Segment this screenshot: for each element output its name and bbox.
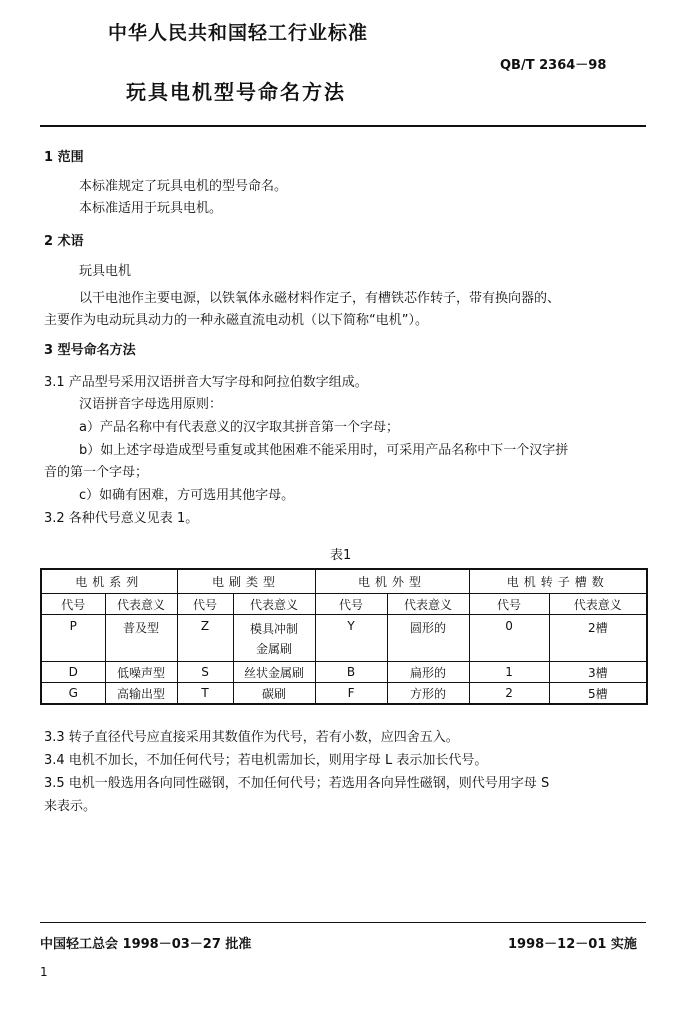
- table-cell: 圆形的: [387, 615, 469, 662]
- header-rule: [40, 125, 646, 127]
- table-cell: P: [41, 615, 105, 662]
- table-cell: 3槽: [549, 662, 647, 683]
- clause-item-c: c）如确有困难，方可选用其他字母。: [79, 488, 295, 503]
- column-header: 代表意义: [387, 594, 469, 615]
- page-number: 1: [40, 965, 48, 979]
- term-name: 玩具电机: [79, 264, 132, 279]
- clause-3-1-principle: 汉语拼音字母选用原则：: [79, 397, 223, 412]
- code-meaning-table: [40, 568, 648, 705]
- clause-3-1: 3.1 产品型号采用汉语拼音大写字母和阿拉伯数字组成。: [44, 375, 368, 390]
- implementation-date: 1998－12－01 实施: [508, 937, 637, 952]
- term-definition-line-1: 以干电池作主要电源，以铁氧体永磁材料作定子，有槽铁芯作转子，带有换向器的、: [79, 291, 561, 306]
- group-header-slots: 电机转子槽数: [469, 569, 647, 594]
- table-cell: 模具冲制 金属刷: [233, 615, 315, 662]
- clause-3-5-line-2: 来表示。: [44, 799, 97, 814]
- table-cell: 2槽: [549, 615, 647, 662]
- table-cell: 丝状金属刷: [233, 662, 315, 683]
- table-cell: G: [41, 683, 105, 705]
- column-header: 代表意义: [549, 594, 647, 615]
- table-cell: 低噪声型: [105, 662, 177, 683]
- section-3-heading: 3 型号命名方法: [44, 343, 136, 358]
- section-2-heading: 2 术语: [44, 234, 84, 249]
- clause-item-b-line-2: 音的第一个字母；: [44, 465, 149, 480]
- group-header-series: 电机系列: [41, 569, 177, 594]
- standard-code: QB/T 2364－98: [500, 58, 607, 73]
- table-cell: T: [177, 683, 233, 705]
- column-header: 代号: [41, 594, 105, 615]
- section-1-para-1: 本标准规定了玩具电机的型号命名。: [79, 179, 288, 194]
- clause-3-2: 3.2 各种代号意义见表 1。: [44, 511, 199, 526]
- clause-item-a: a）产品名称中有代表意义的汉字取其拼音第一个字母；: [79, 420, 399, 435]
- section-1-para-2: 本标准适用于玩具电机。: [79, 201, 223, 216]
- table-cell: F: [315, 683, 387, 705]
- clause-3-5-line-1: 3.5 电机一般选用各向同性磁钢，不加任何代号；若选用各向异性磁钢，则代号用字母 S: [44, 776, 550, 791]
- clause-3-4: 3.4 电机不加长，不加任何代号；若电机需加长，则用字母 L 表示加长代号。: [44, 753, 488, 768]
- table-cell: S: [177, 662, 233, 683]
- table-cell: 高输出型: [105, 683, 177, 705]
- clause-3-3: 3.3 转子直径代号应直接采用其数值作为代号，若有小数，应四舍五入。: [44, 730, 459, 745]
- table-row: [41, 662, 647, 683]
- term-definition-line-2: 主要作为电动玩具动力的一种永磁直流电动机（以下简称“电机”）。: [44, 313, 428, 328]
- section-1-heading: 1 范围: [44, 150, 84, 165]
- column-header: 代号: [315, 594, 387, 615]
- group-header-brush: 电刷类型: [177, 569, 315, 594]
- table-cell: 普及型: [105, 615, 177, 662]
- table-row: [41, 683, 647, 705]
- column-header: 代表意义: [233, 594, 315, 615]
- issuing-org: 中华人民共和国轻工行业标准: [108, 22, 369, 44]
- approval-date: 中国轻工总会 1998－03－27 批准: [40, 937, 252, 952]
- table-cell: 2: [469, 683, 549, 705]
- group-header-shape: 电机外型: [315, 569, 469, 594]
- table-cell: B: [315, 662, 387, 683]
- clause-item-b-line-1: b）如上述字母造成型号重复或其他困难不能采用时，可采用产品名称中下一个汉字拼: [79, 443, 569, 458]
- table-cell: 5槽: [549, 683, 647, 705]
- table-cell: 1: [469, 662, 549, 683]
- footer-rule: [40, 922, 646, 923]
- table-cell: D: [41, 662, 105, 683]
- column-header: 代表意义: [105, 594, 177, 615]
- table-cell: Y: [315, 615, 387, 662]
- column-header: 代号: [469, 594, 549, 615]
- table-cell: 扁形的: [387, 662, 469, 683]
- document-title: 玩具电机型号命名方法: [126, 80, 346, 104]
- table-cell: 方形的: [387, 683, 469, 705]
- table-cell: 碳刷: [233, 683, 315, 705]
- table-row: [41, 615, 647, 662]
- column-header: 代号: [177, 594, 233, 615]
- table-cell: Z: [177, 615, 233, 662]
- table-caption: 表1: [330, 548, 352, 563]
- table-cell: 0: [469, 615, 549, 662]
